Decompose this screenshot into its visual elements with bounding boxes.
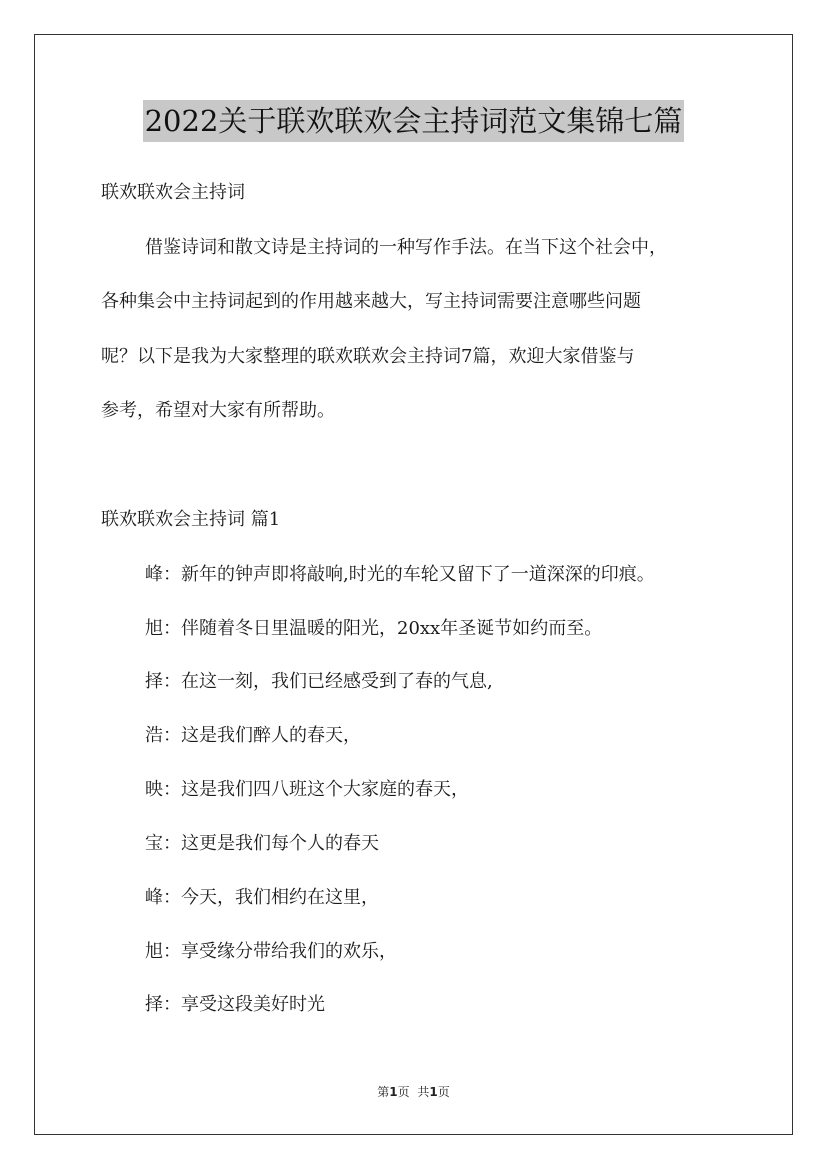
document-title-container xyxy=(0,100,827,142)
intro-paragraph-line-1: 借鉴诗词和散文诗是主持词的一种写作手法。在当下这个社会中， xyxy=(145,237,667,258)
footer-page-prefix: 第 xyxy=(377,1085,390,1099)
section1-heading: 联欢联欢会主持词 篇1 xyxy=(101,509,281,530)
dialogue-line-1: 峰：新年的钟声即将敲响,时光的车轮又留下了一道深深的印痕。 xyxy=(145,564,655,585)
dialogue-line-6: 宝：这更是我们每个人的春天 xyxy=(145,833,379,854)
document-title: 2022关于联欢联欢会主持词范文集锦七篇 xyxy=(143,100,685,142)
footer-total-prefix: 共 xyxy=(417,1085,430,1099)
dialogue-line-2: 旭：伴随着冬日里温暖的阳光，20xx年圣诞节如约而至。 xyxy=(145,618,603,639)
dialogue-line-8: 旭：享受缘分带给我们的欢乐， xyxy=(145,941,397,962)
dialogue-line-3: 择：在这一刻，我们已经感受到了春的气息, xyxy=(145,671,493,692)
footer-page-suffix: 页 xyxy=(397,1085,410,1099)
footer-total-number: 1 xyxy=(429,1085,438,1099)
intro-paragraph-line-2: 各种集会中主持词起到的作用越来越大，写主持词需要注意哪些问题 xyxy=(101,291,641,312)
dialogue-line-7: 峰：今天，我们相约在这里， xyxy=(145,887,379,908)
intro-paragraph-line-3: 呢？以下是我为大家整理的联欢联欢会主持词7篇，欢迎大家借鉴与 xyxy=(101,346,635,367)
footer-page-number: 1 xyxy=(389,1085,398,1099)
page-footer xyxy=(0,1084,827,1100)
footer-total-suffix: 页 xyxy=(437,1085,450,1099)
dialogue-line-9: 择：享受这段美好时光 xyxy=(145,994,325,1015)
dialogue-line-4: 浩：这是我们醉人的春天， xyxy=(145,725,361,746)
intro-heading: 联欢联欢会主持词 xyxy=(101,182,245,203)
dialogue-line-5: 映：这是我们四八班这个大家庭的春天， xyxy=(145,779,469,800)
intro-paragraph-line-4: 参考，希望对大家有所帮助。 xyxy=(101,400,335,421)
